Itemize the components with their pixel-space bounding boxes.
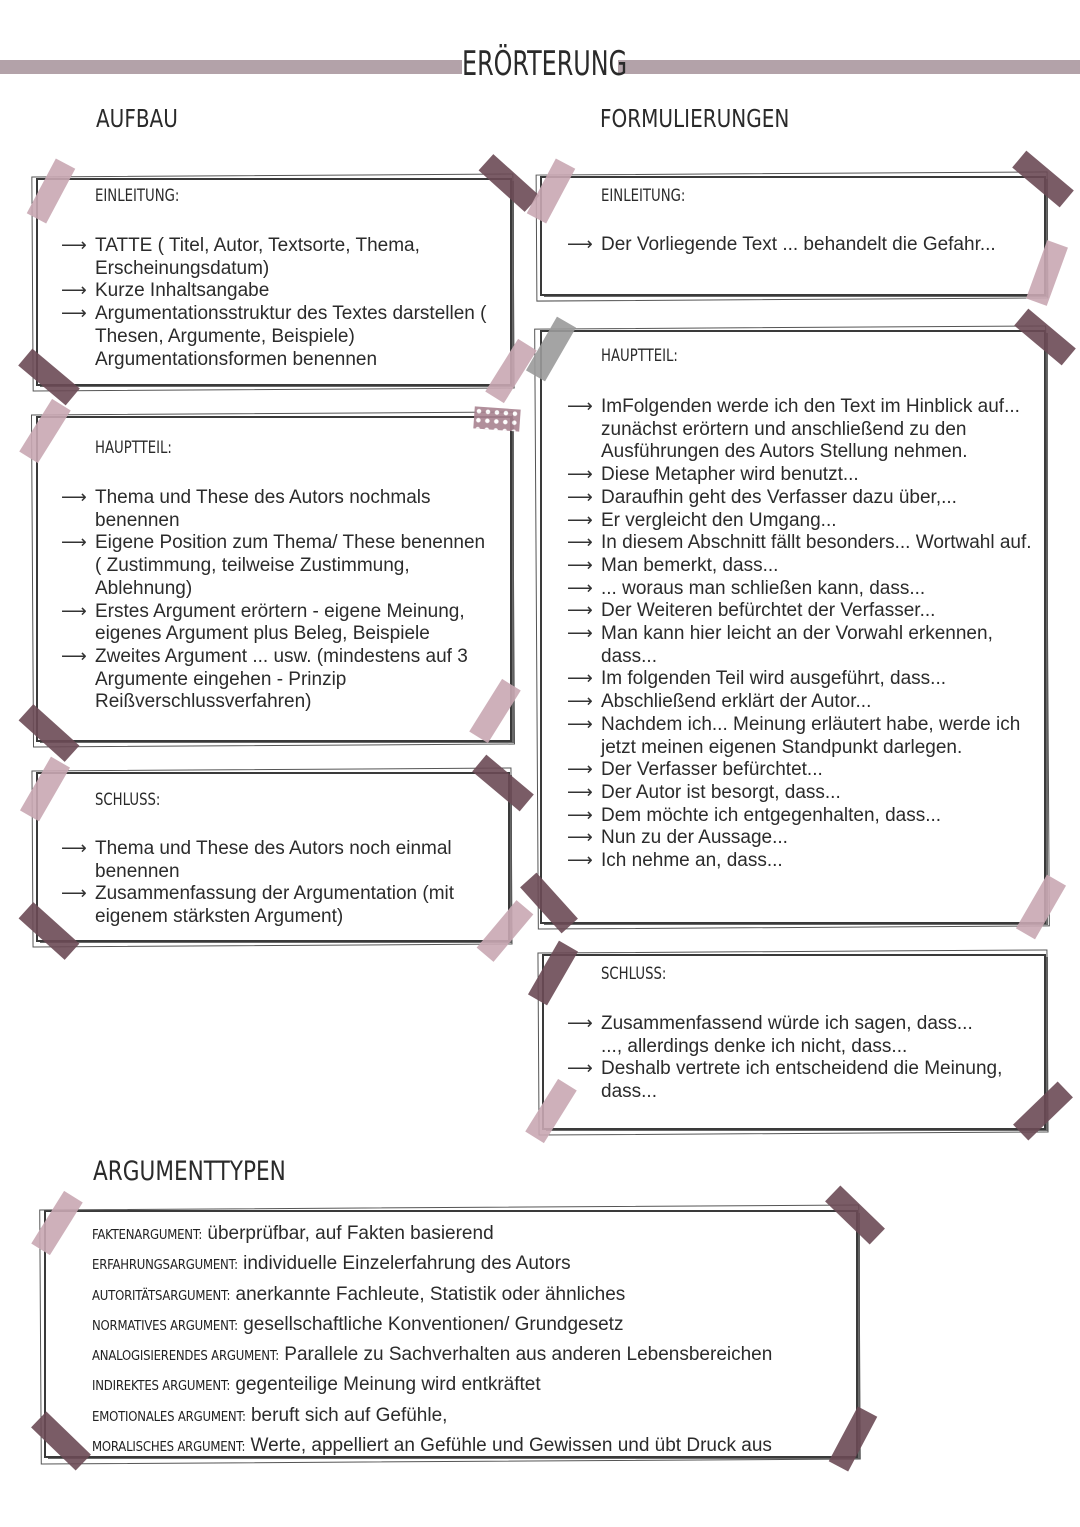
list-item: ⟶ Thema und These des Autors noch einmal benennen: [61, 838, 491, 883]
heading-argumenttypen: ARGUMENTTYPEN: [93, 1156, 286, 1187]
list-item: ⟶ Zusammenfassung der Argumentation (mit eigenem stärksten Argument): [61, 883, 491, 928]
argument-type-text: überprüfbar, auf Fakten basierend: [207, 1223, 494, 1244]
list-item: ⟶ Kurze Inhaltsangabe: [61, 280, 491, 303]
list-item: [92, 1281, 772, 1311]
list-item: ⟶ Zusammenfassend würde ich sagen, dass...: [567, 1013, 1037, 1036]
list-item: ⟶ Nachdem ich... Meinung erläutert habe, werde ich jetzt meinen eigenen Standpunkt darlegen.: [567, 714, 1037, 759]
list-aufbau-hauptteil: [61, 487, 491, 714]
list-aufbau-schluss: [61, 838, 491, 929]
argument-type-label: NORMATIVES ARGUMENT:: [92, 1318, 238, 1334]
argument-type-label: MORALISCHES ARGUMENT:: [92, 1440, 246, 1456]
list-item: ⟶ Deshalb vertrete ich entscheidend die Meinung, dass...: [567, 1058, 1037, 1103]
label-schluss: SCHLUSS:: [601, 964, 667, 984]
list-item: ⟶ Diese Metapher wird benutzt...: [567, 464, 1037, 487]
argument-types-list: [92, 1220, 772, 1462]
heading-formulierungen: FORMULIERUNGEN: [600, 104, 790, 133]
argument-type-label: ERFAHRUNGSARGUMENT:: [92, 1258, 238, 1274]
list-item: ⟶ Erstes Argument erörtern - eigene Meinung, eigenes Argument plus Beleg, Beispiele: [61, 601, 491, 646]
list-item: ⟶ Der Weiteren befürchtet der Verfasser...: [567, 600, 1037, 623]
argument-type-text: beruft sich auf Gefühle,: [250, 1404, 448, 1426]
list-item: [92, 1220, 772, 1250]
list-item: ⟶ Dem möchte ich entgegenhalten, dass...: [567, 805, 1037, 828]
page-title: ERÖRTERUNG: [462, 44, 628, 84]
list-item: ⟶ Argumentationsstruktur des Textes darstellen ( Thesen, Argumente, Beispiele) Argumentationsformen benennen: [61, 303, 491, 371]
list-form-einleitung: [567, 234, 1037, 257]
argument-type-label: ANALOGISIERENDES ARGUMENT:: [92, 1349, 280, 1365]
list-item: ⟶ Eigene Position zum Thema/ These benennen ( Zustimmung, teilweise Zustimmung, Ablehnung): [61, 532, 491, 600]
list-item: [92, 1250, 772, 1280]
list-form-hauptteil: [567, 396, 1037, 873]
list-item: ⟶ Der Autor ist besorgt, dass...: [567, 782, 1037, 805]
list-item: [92, 1402, 772, 1432]
list-item: ⟶ Der Vorliegende Text ... behandelt die Gefahr...: [567, 234, 1037, 257]
list-item: ⟶ Man bemerkt, dass...: [567, 555, 1037, 578]
list-item: ⟶ Zweites Argument ... usw. (mindestens auf 3 Argumente eingehen - Prinzip Reißverschlussverfahren): [61, 646, 491, 714]
argument-type-text: Werte, appelliert an Gefühle und Gewissen und übt Druck aus: [250, 1435, 772, 1457]
argument-type-text: gegenteilige Meinung wird entkräftet: [235, 1374, 541, 1396]
list-item: ⟶ In diesem Abschnitt fällt besonders... Wortwahl auf.: [567, 532, 1037, 555]
list-item: ⟶ Daraufhin geht des Verfasser dazu über,...: [567, 487, 1037, 510]
list-item: ⟶ ... woraus man schließen kann, dass...: [567, 578, 1037, 601]
list-item: ⟶ Der Verfasser befürchtet...: [567, 759, 1037, 782]
label-einleitung: EINLEITUNG:: [601, 186, 686, 206]
argument-type-label: EMOTIONALES ARGUMENT:: [92, 1409, 246, 1425]
argument-type-text: Parallele zu Sachverhalten aus anderen Lebensbereichen: [284, 1344, 773, 1366]
heading-aufbau: AUFBAU: [96, 104, 178, 133]
label-schluss: SCHLUSS:: [95, 790, 161, 810]
washi-tape: [473, 406, 520, 431]
list-form-schluss: [567, 1013, 1037, 1104]
list-item: [92, 1341, 772, 1371]
list-item: ⟶ Im folgenden Teil wird ausgeführt, dass...: [567, 668, 1037, 691]
label-hauptteil: HAUPTTEIL:: [601, 346, 678, 366]
list-item: ..., allerdings denke ich nicht, dass...: [601, 1035, 908, 1057]
label-hauptteil: HAUPTTEIL:: [95, 438, 172, 458]
list-item: ⟶ ImFolgenden werde ich den Text im Hinblick auf... zunächst erörtern und anschließend zu den Ausführungen des Autors Stellung nehmen.: [567, 396, 1037, 464]
list-item: ⟶ Man kann hier leicht an der Vorwahl erkennen, dass...: [567, 623, 1037, 668]
list-item: ⟶ Thema und These des Autors nochmals benennen: [61, 487, 491, 532]
list-item: ⟶ Abschließend erklärt der Autor...: [567, 691, 1037, 714]
list-item: [92, 1371, 772, 1401]
list-aufbau-einleitung: [61, 235, 491, 371]
list-item: [92, 1432, 772, 1462]
argument-type-text: individuelle Einzelerfahrung des Autors: [243, 1253, 571, 1275]
list-item: ⟶ TATTE ( Titel, Autor, Textsorte, Thema, Erscheinungsdatum): [61, 235, 491, 280]
argument-type-label: AUTORITÄTSARGUMENT:: [92, 1288, 231, 1304]
list-item: [92, 1311, 772, 1341]
argument-type-text: gesellschaftliche Konventionen/ Grundgesetz: [243, 1313, 624, 1335]
list-item: ⟶ Er vergleicht den Umgang...: [567, 510, 1037, 533]
label-einleitung: EINLEITUNG:: [95, 186, 180, 206]
list-item: ⟶ Nun zu der Aussage...: [567, 827, 1037, 850]
argument-type-label: FAKTENARGUMENT:: [92, 1228, 203, 1243]
argument-type-label: INDIREKTES ARGUMENT:: [92, 1379, 231, 1395]
list-item: ⟶ Ich nehme an, dass...: [567, 850, 1037, 873]
argument-type-text: anerkannte Fachleute, Statistik oder ähnliches: [235, 1283, 626, 1305]
